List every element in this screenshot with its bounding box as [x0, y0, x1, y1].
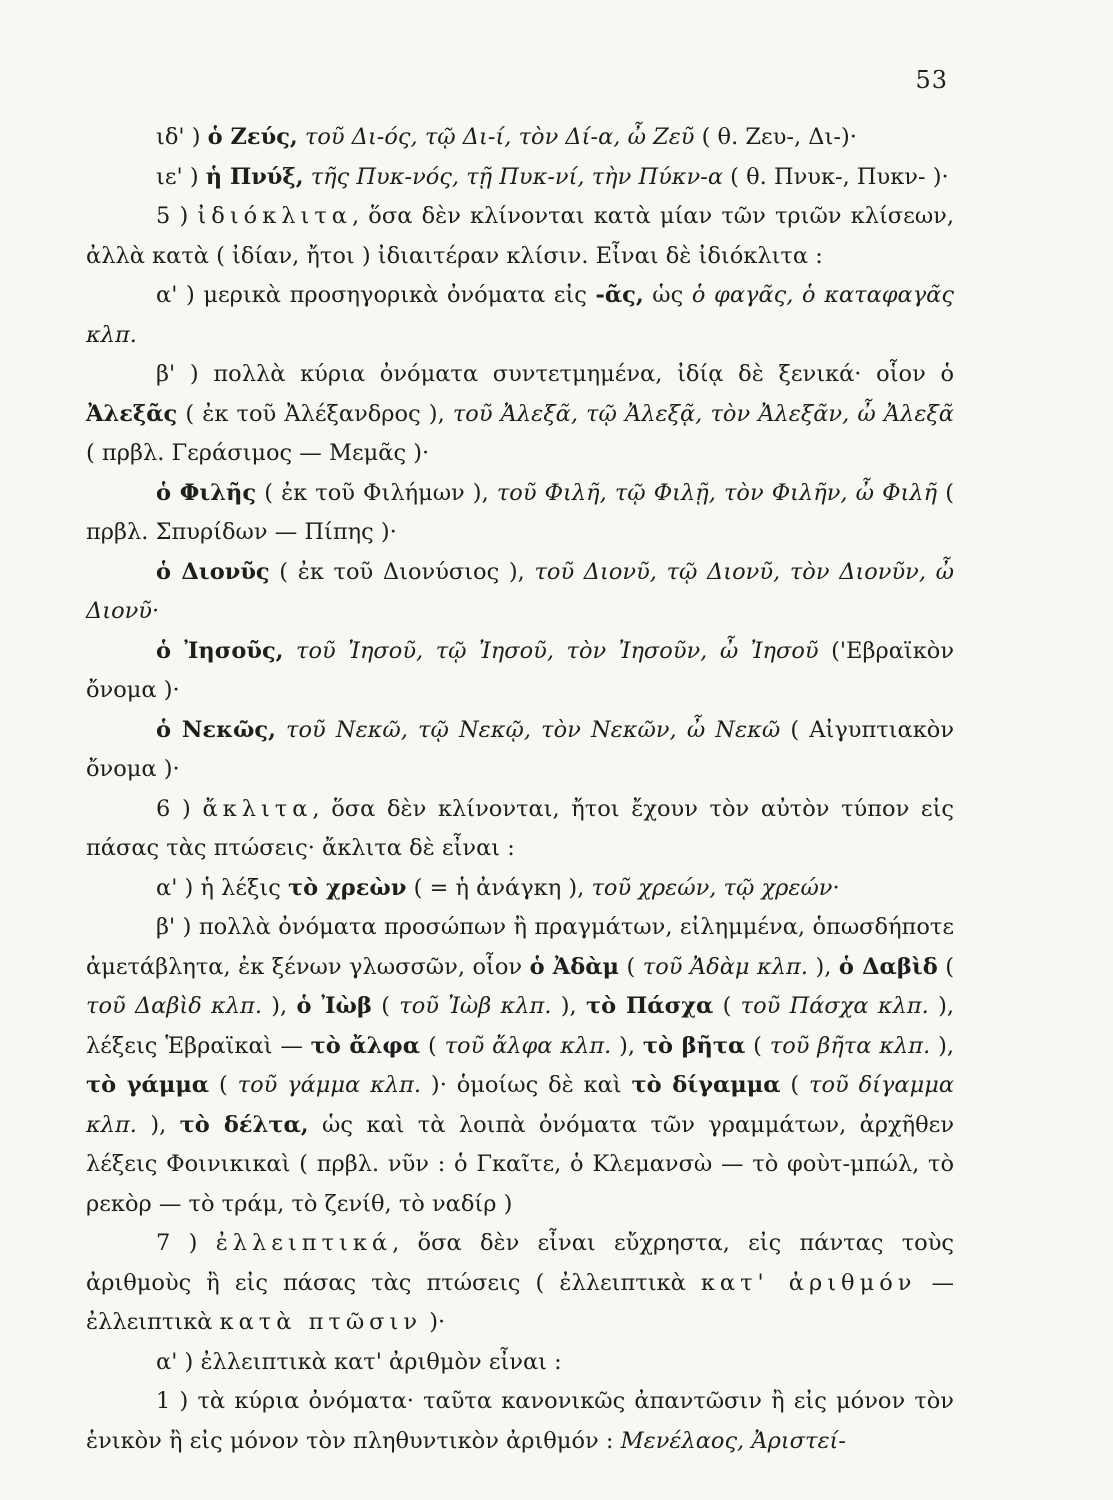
headword: -ᾶς,: [595, 282, 644, 308]
text-run: ), λέξεις Ἑβραϊκαὶ —: [86, 993, 955, 1059]
declension-forms: τοῦ Ἀλεξᾶ, τῷ Ἀλεξᾷ, τὸν Ἀλεξᾶν, ὦ Ἀλεξᾶ: [452, 400, 954, 427]
headword: τὸ βῆτα: [642, 1032, 746, 1059]
example-forms: τοῦ δίγαμμα κλπ.: [86, 1072, 955, 1138]
spaced-term: ἐλλειπτικά: [215, 1230, 393, 1256]
text-run: 6 ): [156, 795, 203, 822]
example-forms: τοῦ Ἀδὰμ κλπ.: [642, 953, 808, 980]
text-run: , ὅσα δὲν κλίνονται, ἤτοι ἔχουν τὸν αὐτὸν τύπον εἰς πάσας τὰς πτώσεις· ἄκλιτα δὲ εἶναι :: [86, 795, 954, 861]
paragraph-nekos: [86, 711, 954, 790]
headword: ὁ Νεκῶς,: [156, 716, 276, 743]
paragraph-pnyx: [86, 158, 954, 198]
text-run: (: [780, 1072, 810, 1098]
text-run: — ἐλλειπτικὰ: [86, 1269, 954, 1335]
paragraph-filis: [86, 474, 954, 553]
text-run: ( θ. Πνυκ-, Πυκν- )·: [723, 163, 949, 190]
declension-forms: τῆς Πυκ-νός, τῇ Πυκ-νί, τὴν Πύκν-α: [303, 163, 724, 190]
headword: τὸ γάμμα: [86, 1072, 210, 1098]
headword: ὁ Ζεύς,: [207, 124, 298, 150]
headword: τὸ δέλτα,: [179, 1111, 309, 1138]
text-run: , ὅσα δὲν κλίνονται κατὰ μίαν τῶν τριῶν κλίσεων, ἀλλὰ κατὰ ( ἰδίαν, ἤτοι ) ἰδιαιτέραν κλίσιν. Εἶναι δὲ ἰδιόκλιτα :: [86, 203, 954, 269]
text-run: ('Εβραϊκὸν ὄνομα )·: [86, 637, 955, 703]
text-run: β' ) πολλὰ ὀνόματα προσώπων ἢ πραγμάτων, εἰλημμένα, ὁπωσδήποτε ἀμετάβλητα, ἐκ ξένων γλωσσῶν, οἷον: [86, 914, 954, 980]
headword: τὸ χρεὼν: [287, 874, 407, 901]
declension-forms: τοῦ Νεκῶ, τῷ Νεκῷ, τὸν Νεκῶν, ὦ Νεκῶ: [275, 716, 781, 743]
example-forms: Μενέλαος, Ἀριστεί-: [620, 1427, 846, 1454]
text-run: ὡς καὶ τὰ λοιπὰ ὀνόματα τῶν γραμμάτων, ἀρχῆθεν λέξεις Φοινικικαὶ ( πρβλ. νῦν : ὁ Γκαῖτε, ὁ Κλεμανσὼ — τὸ φοὺτ-μπώλ, τὸ ρεκὸρ — τὸ τράμ, τὸ ζενίθ, τὸ ναδίρ ): [86, 1111, 955, 1217]
text-run: ( Αἰγυπτιακὸν ὄνομα )·: [86, 716, 954, 782]
text-run: (: [713, 993, 741, 1019]
text-run: , ὅσα δὲν εἶναι εὔχρηστα, εἰς πάντας τοὺς ἀριθμοὺς ἢ εἰς πάσας τὰς πτώσεις ( ἐλλειπτικὰ: [86, 1230, 954, 1296]
text-run: 1 ) τὰ κύρια ὀνόματα· ταῦτα κανονικῶς ἀπαντῶσιν ἢ εἰς μόνον τὸν ἑνικὸν ἢ εἰς μόνον τὸν πληθυντικὸν ἀριθμόν :: [86, 1388, 954, 1454]
spaced-term: κατ' ἀριθμόν: [700, 1269, 917, 1296]
example-forms: τοῦ ἄλφα κλπ.: [444, 1032, 612, 1059]
text-run: )·: [422, 1309, 446, 1335]
text-run: ),: [261, 993, 297, 1019]
headword: ὁ Ἰησοῦς,: [156, 637, 284, 664]
text-run: ),: [611, 1032, 643, 1059]
example-forms: τοῦ Δαβὶδ κλπ.: [86, 993, 262, 1019]
headword: ὁ Ἰὼβ: [296, 993, 372, 1019]
paragraph-zeus: [86, 118, 954, 158]
page-number: 53: [915, 66, 948, 94]
paragraph-iisous: [86, 632, 954, 711]
text-run: ( ἐκ τοῦ Ἀλέξανδρος ),: [177, 400, 453, 427]
text-run: ( = ἡ ἀνάγκη ),: [406, 874, 592, 901]
spaced-term: ἄκλιτα: [202, 795, 313, 822]
text-run: ιδ' ): [156, 124, 208, 150]
text-run: ιε' ): [156, 163, 206, 190]
text-run: ),: [808, 953, 839, 980]
example-forms: τοῦ γάμμα κλπ.: [237, 1072, 422, 1098]
text-run: ὁ: [940, 361, 954, 387]
text-run: ),: [551, 993, 586, 1019]
paragraph-kat-arithmon: [86, 1343, 954, 1383]
paragraph-chreon: [86, 869, 954, 909]
declension-forms: τοῦ Δι-ός, τῷ Δι-ί, τὸν Δί-α, ὦ Ζεῦ: [297, 124, 695, 150]
example-forms: τοῦ βῆτα κλπ.: [769, 1032, 931, 1059]
headword: τὸ ἄλφα: [310, 1032, 421, 1059]
spaced-term: ἰδιόκλιτα: [197, 203, 352, 229]
headword: ὁ Ἀδὰμ: [529, 953, 619, 980]
text-run: α' ) μερικὰ προσηγορικὰ ὀνόματα εἰς: [156, 282, 596, 308]
example-forms: τοῦ Πάσχα κλπ.: [740, 993, 929, 1019]
text-run: ( πρβλ. Σπυρίδων — Πίπης )·: [86, 479, 954, 545]
text-run: (: [937, 953, 954, 980]
text-run: ),: [930, 1032, 955, 1059]
example-forms: ὁ φαγᾶς, ὁ καταφαγᾶς κλπ.: [86, 282, 954, 348]
text-run: α' ) ἡ λέξις: [156, 874, 288, 901]
example-forms: τοῦ Ἰὼβ κλπ.: [399, 993, 552, 1019]
paragraph-elleiptika: [86, 1224, 954, 1343]
headword: τὸ δίγαμμα: [631, 1072, 781, 1098]
text-run: ὡς: [643, 282, 692, 308]
headword: Ἀλεξᾶς: [86, 400, 178, 427]
declension-forms: τοῦ Φιλῆ, τῷ Φιλῇ, τὸν Φιλῆν, ὦ Φιλῆ: [496, 479, 938, 506]
text-run: ( ἐκ τοῦ Διονύσιος ),: [269, 558, 535, 585]
headword: ὁ Δαβὶδ: [838, 953, 938, 980]
paragraph-idioklita: [86, 197, 954, 276]
headword: ὁ Φιλῆς: [156, 479, 257, 506]
text-run: ( ἐκ τοῦ Φιλήμων ),: [256, 479, 497, 506]
text-run: ( πρβλ. Γεράσιμος — Μεμᾶς )·: [86, 440, 430, 466]
text-run: (: [371, 993, 400, 1019]
headword: τὸ Πάσχα: [585, 993, 714, 1019]
paragraph-foreign-names: [86, 908, 954, 1224]
text-run: (: [209, 1072, 238, 1098]
text-run: ( θ. Ζευ-, Δι-)·: [694, 124, 857, 150]
paragraph-dionys: [86, 553, 954, 632]
paragraph-fagas: [86, 276, 954, 355]
spaced-term: κατὰ πτῶσιν: [219, 1309, 423, 1335]
text-run: ),: [136, 1111, 180, 1138]
text-run: 7 ): [156, 1230, 216, 1256]
text-run: β' ) πολλὰ κύρια ὀνόματα συντετμημένα, ἰδίᾳ δὲ ξενικά· οἷον: [156, 361, 941, 387]
declension-forms: τοῦ χρεών, τῷ χρεών·: [591, 874, 840, 901]
declension-forms: τοῦ Ἰησοῦ, τῷ Ἰησοῦ, τὸν Ἰησοῦν, ὦ Ἰησοῦ: [283, 637, 819, 664]
text-body: [86, 118, 954, 1461]
declension-forms: τοῦ Διονῦ, τῷ Διονῦ, τὸν Διονῦν, ὦ Διονῦ·: [86, 558, 955, 624]
text-run: α' ) ἐλλειπτικὰ κατ' ἀριθμὸν εἶναι :: [156, 1348, 562, 1375]
text-run: (: [420, 1032, 445, 1059]
paragraph-aklita: [86, 790, 954, 869]
text-run: 5 ): [156, 203, 198, 229]
text-run: (: [619, 953, 643, 980]
paragraph-alexas: [86, 355, 954, 474]
headword: ἡ Πνύξ,: [205, 163, 304, 190]
text-run: )· ὁμοίως δὲ καὶ: [421, 1072, 632, 1098]
paragraph-kyria: [86, 1382, 954, 1461]
headword: ὁ Διονῦς: [156, 558, 270, 585]
text-run: (: [745, 1032, 770, 1059]
